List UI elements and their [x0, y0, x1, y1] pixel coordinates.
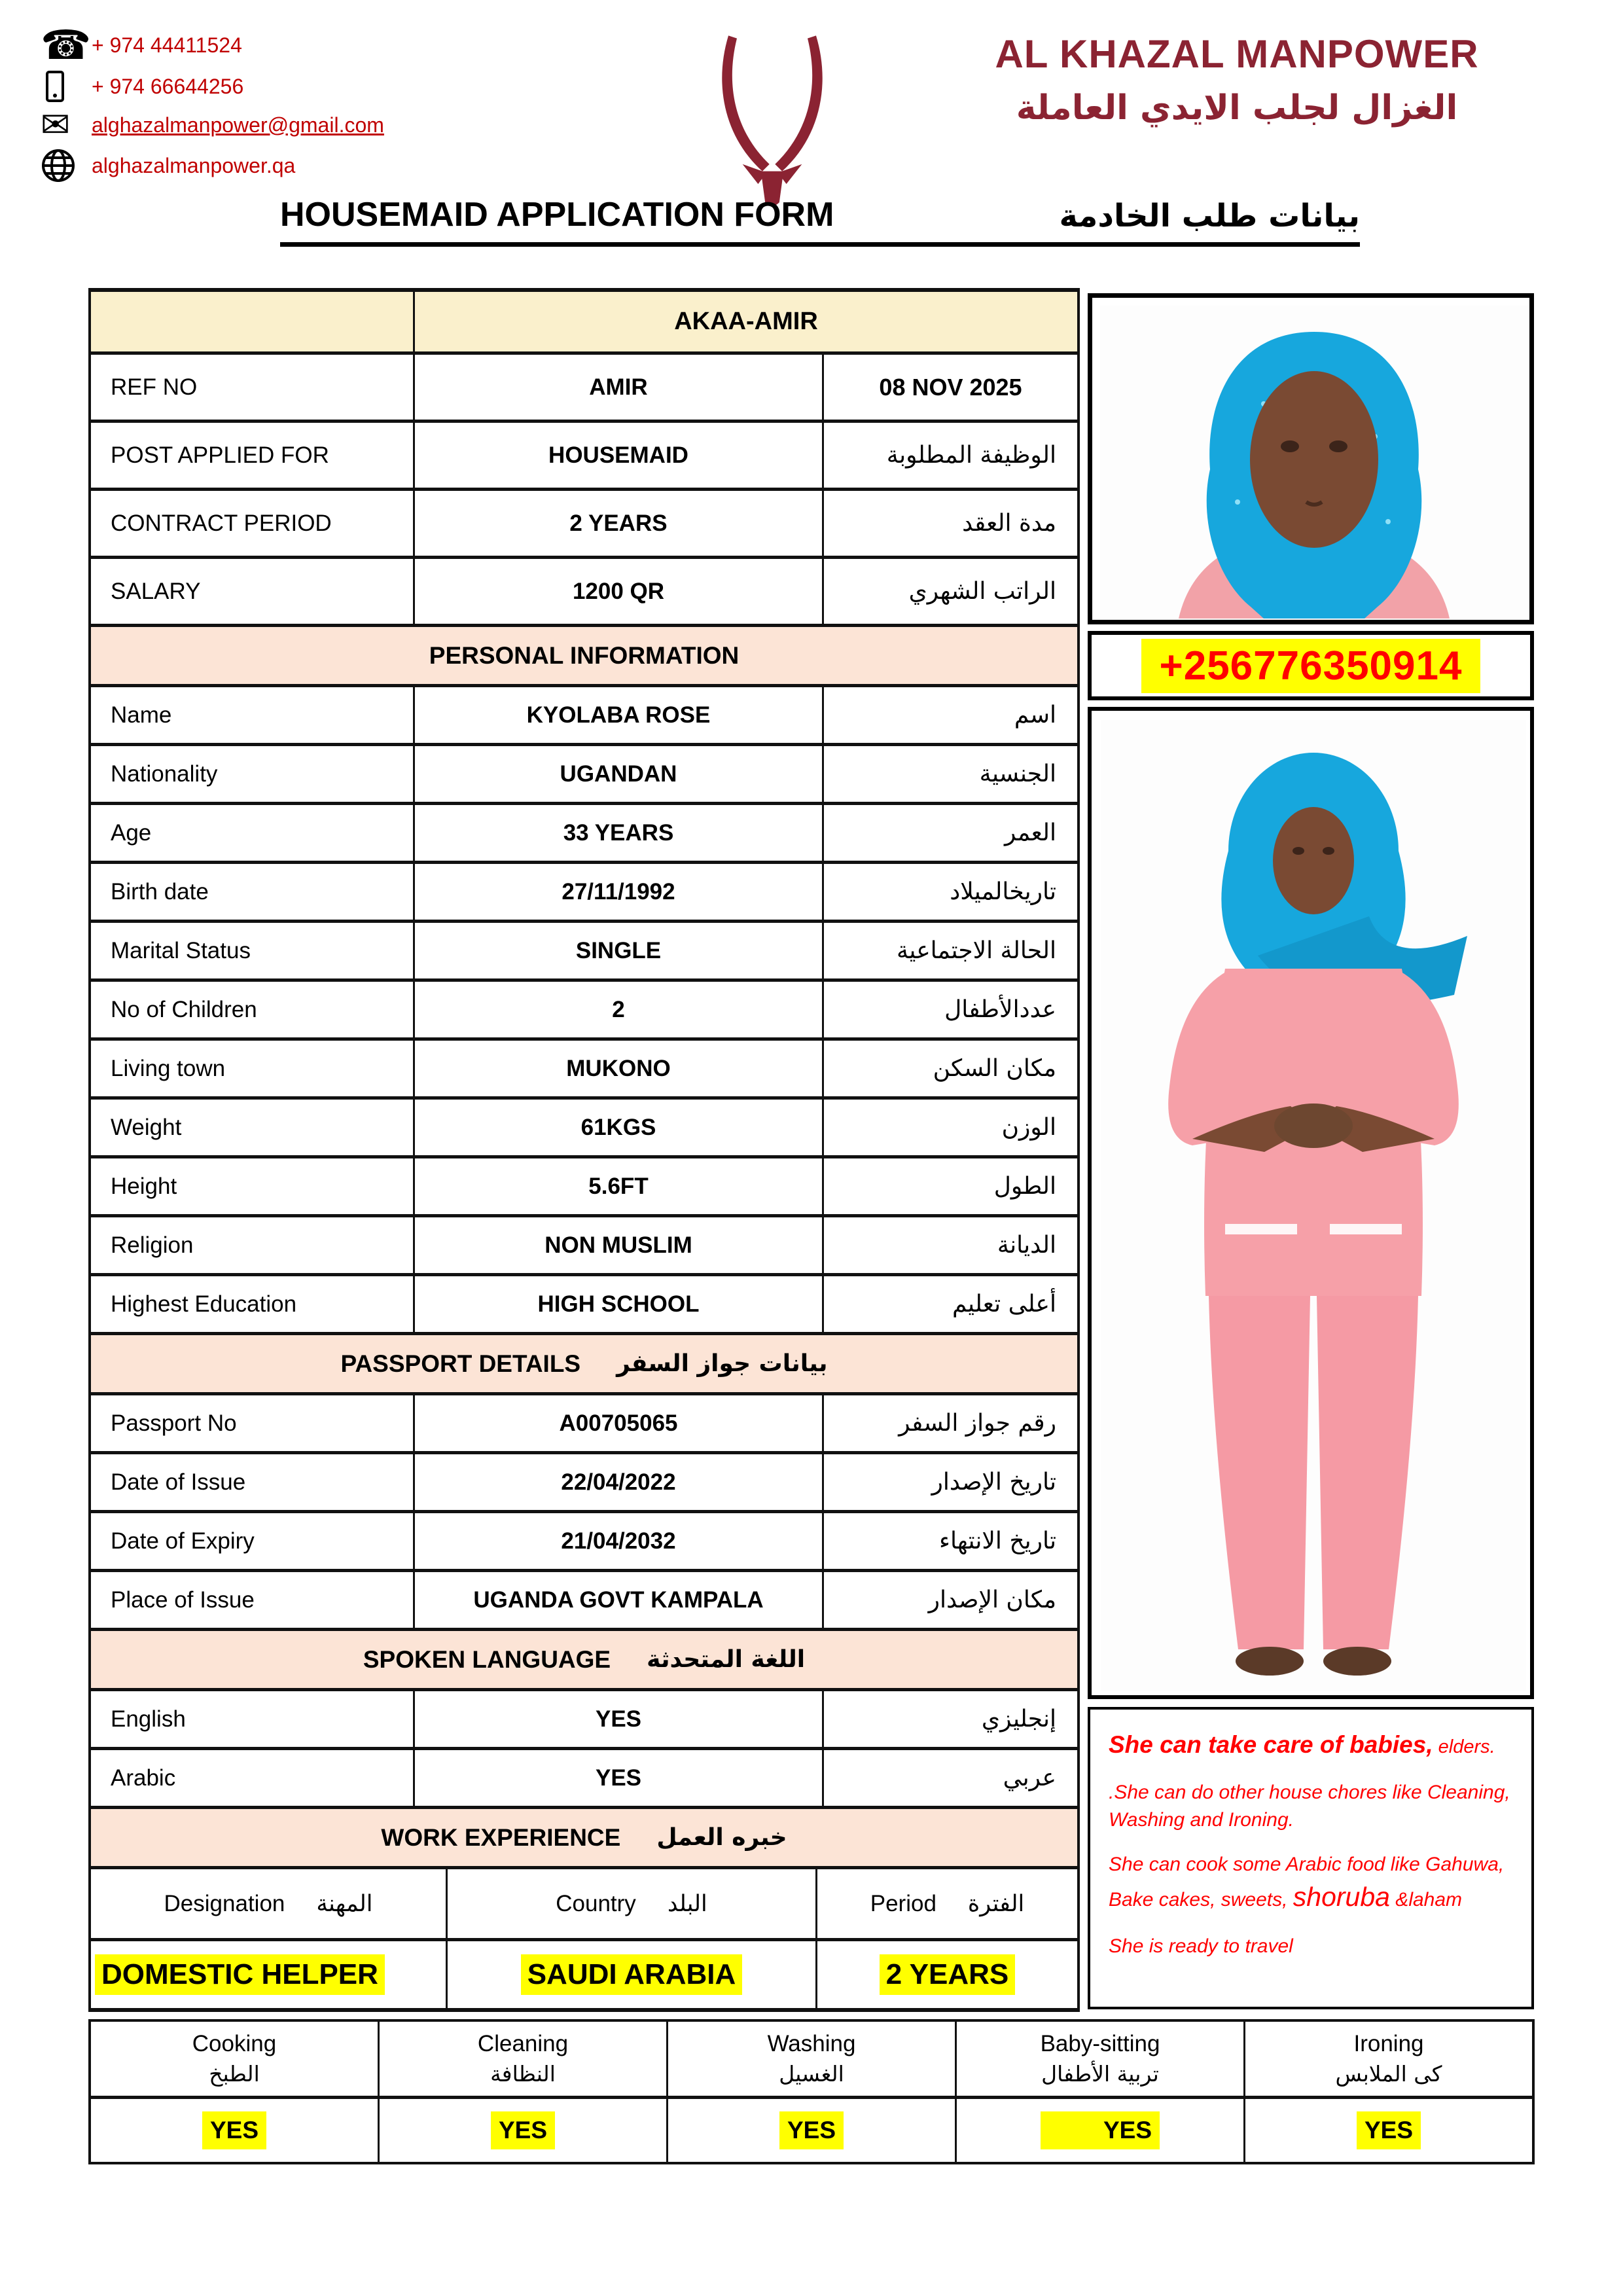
row-label-ar: الطول: [993, 1173, 1056, 1200]
row-label: Weight: [91, 1100, 415, 1155]
row-value: 33 YEARS: [415, 805, 824, 861]
skill-label-en: Cleaning: [477, 2031, 569, 2056]
work-header-en: Period: [870, 1890, 936, 1916]
row-label: REF NO: [91, 355, 415, 420]
row-value: SINGLE: [415, 923, 824, 978]
row-value: HOUSEMAID: [415, 423, 824, 488]
table-row-nationality: [91, 746, 1077, 805]
row-value: MUKONO: [415, 1041, 824, 1096]
row-label-ar: الحالة الاجتماعية: [897, 937, 1056, 964]
skill-label-en: Washing: [767, 2031, 856, 2056]
mobile-icon: [41, 71, 92, 102]
row-value: 61KGS: [415, 1100, 824, 1155]
table-row-marital-status: [91, 923, 1077, 982]
row-label: Religion: [91, 1217, 415, 1273]
row-value: NON MUSLIM: [415, 1217, 824, 1273]
table-row-passport-no: [91, 1395, 1077, 1454]
row-label: No of Children: [91, 982, 415, 1037]
table-row-birth-date: [91, 864, 1077, 923]
contact-phone-line: [41, 21, 499, 69]
work-header-ar: المهنة: [316, 1890, 373, 1917]
skill-label-en: Ironing: [1353, 2031, 1424, 2056]
skill-header-cleaning: [380, 2022, 668, 2096]
row-value: 21/04/2032: [415, 1513, 824, 1569]
skill-header-baby-sitting: [957, 2022, 1245, 2096]
work-header-country: [448, 1869, 817, 1938]
note-text: elders.: [1433, 1736, 1495, 1757]
row-value: AMIR: [415, 355, 824, 420]
row-label: Birth date: [91, 864, 415, 920]
work-header-period: [817, 1869, 1077, 1938]
row-label-ar: تاريخ الانتهاء: [939, 1528, 1056, 1554]
row-label: Marital Status: [91, 923, 415, 978]
row-label: POST APPLIED FOR: [91, 423, 415, 488]
note-line-4: She is ready to travel: [1109, 1935, 1293, 1958]
table-row-children: [91, 982, 1077, 1041]
row-label-ar: عربي: [1003, 1765, 1056, 1791]
skill-value-ironing: [1245, 2099, 1532, 2162]
form-title: [280, 195, 1360, 247]
skills-table: [88, 2019, 1535, 2164]
note-text: shoruba: [1293, 1881, 1390, 1912]
table-row-height: [91, 1158, 1077, 1217]
contact-email: alghazalmanpower@gmail.com: [92, 113, 384, 137]
skill-value-baby-sitting: [957, 2099, 1245, 2162]
table-row-education: [91, 1276, 1077, 1335]
table-row-date-of-issue: [91, 1454, 1077, 1513]
form-title-ar: بيانات طلب الخادمة: [1059, 198, 1360, 234]
work-header-en: Designation: [164, 1890, 285, 1916]
work-value-period-cell: [817, 1941, 1077, 2008]
contact-website: alghazalmanpower.qa: [92, 153, 296, 177]
note-line-3: [1109, 1851, 1525, 1916]
row-label: Nationality: [91, 746, 415, 802]
skill-value-cleaning: [380, 2099, 668, 2162]
row-value: KYOLABA ROSE: [415, 687, 824, 743]
contact-website-line: [41, 148, 499, 183]
notes-box: [1088, 1707, 1534, 2009]
row-value: 22/04/2022: [415, 1454, 824, 1510]
candidate-phone-number: +256776350914: [1141, 639, 1481, 693]
row-label: Age: [91, 805, 415, 861]
work-value-designation: DOMESTIC HELPER: [95, 1954, 385, 1995]
full-body-photo: [1088, 707, 1534, 1699]
row-label-ar: إنجليزي: [981, 1706, 1056, 1732]
row-value: 5.6FT: [415, 1158, 824, 1214]
section-title-ar: بيانات جواز السفر: [616, 1350, 828, 1377]
section-title-ar: اللغة المتحدثة: [647, 1646, 806, 1673]
table-row-date-of-expiry: [91, 1513, 1077, 1572]
row-value: 2 YEARS: [415, 491, 824, 556]
row-label-ar: عددالأطفال: [944, 996, 1056, 1023]
form-title-en: HOUSEMAID APPLICATION FORM: [280, 196, 834, 234]
row-label: CONTRACT PERIOD: [91, 491, 415, 556]
contact-email-line: [41, 104, 499, 145]
skill-header-cooking: [91, 2022, 380, 2096]
row-label: SALARY: [91, 559, 415, 624]
section-work-experience: [91, 1809, 1077, 1869]
work-header-designation: [91, 1869, 448, 1938]
section-title-ar: خبره العمل: [656, 1824, 787, 1851]
section-title-en: WORK EXPERIENCE: [381, 1823, 621, 1851]
globe-icon: [41, 148, 92, 183]
row-label-ar: تاريخ الإصدار: [931, 1469, 1056, 1496]
skill-value-cooking: [91, 2099, 380, 2162]
company-name-en: AL KHAZAL MANPOWER: [995, 32, 1479, 76]
company-name-ar: الغزال لجلب الايدي العاملة: [1016, 88, 1458, 128]
table-row-header-code: [91, 292, 1077, 355]
skill-yes: YES: [779, 2111, 844, 2149]
note-line-1: [1109, 1728, 1525, 1762]
row-label: Date of Expiry: [91, 1513, 415, 1569]
row-value: 2: [415, 982, 824, 1037]
row-label: Living town: [91, 1041, 415, 1096]
contact-number-box: [1088, 631, 1534, 700]
row-label-ar: اسم: [1014, 702, 1056, 728]
row-label-ar: العمر: [1004, 819, 1056, 846]
table-row-english: [91, 1691, 1077, 1750]
skill-yes: YES: [491, 2111, 555, 2149]
table-row-age: [91, 805, 1077, 864]
note-text: She can cook some Arabic food like Gahuwa, Bake cakes, sweets,: [1109, 1853, 1505, 1910]
email-icon: ✉: [41, 104, 71, 145]
row-label-ar: الراتب الشهري: [908, 578, 1056, 605]
section-title-en: PASSPORT DETAILS: [340, 1350, 581, 1377]
row-label: Height: [91, 1158, 415, 1214]
table-row-name: [91, 687, 1077, 746]
work-value-designation-cell: [91, 1941, 448, 2008]
work-value-country-cell: [448, 1941, 817, 2008]
row-label-ar: تاريخالميلاد: [950, 878, 1056, 905]
skill-label-ar: الغسيل: [779, 2061, 844, 2087]
row-label: English: [91, 1691, 415, 1747]
row-label-ar: مكان السكن: [933, 1055, 1056, 1082]
header-code-empty-cell: [91, 292, 415, 351]
row-value: YES: [415, 1750, 824, 1806]
work-value-period: 2 YEARS: [880, 1954, 1016, 1995]
row-label: Highest Education: [91, 1276, 415, 1332]
section-title-en: PERSONAL INFORMATION: [429, 641, 740, 669]
row-date: 08 NOV 2025: [879, 373, 1022, 401]
contact-mobile-line: [41, 71, 499, 102]
table-row-post-applied: [91, 423, 1077, 491]
header-code-value: AKAA-AMIR: [674, 308, 818, 335]
row-label: Place of Issue: [91, 1572, 415, 1628]
row-label: Date of Issue: [91, 1454, 415, 1510]
table-row-salary: [91, 559, 1077, 627]
skill-header-washing: [668, 2022, 957, 2096]
work-header-ar: الفترة: [967, 1890, 1025, 1917]
row-label-ar: مدة العقد: [962, 510, 1056, 537]
work-experience-value-row: [91, 1941, 1077, 2008]
row-value: 1200 QR: [415, 559, 824, 624]
skill-yes: YES: [1357, 2111, 1421, 2149]
note-text: She can take care of babies,: [1109, 1731, 1433, 1758]
skill-label-ar: كى الملابس: [1335, 2061, 1442, 2087]
row-label-ar: الجنسية: [979, 761, 1056, 787]
section-title-en: SPOKEN LANGUAGE: [363, 1645, 611, 1673]
row-label: Name: [91, 687, 415, 743]
row-label-ar: الديانة: [997, 1232, 1056, 1259]
skill-yes: YES: [1041, 2111, 1160, 2149]
row-value: UGANDA GOVT KAMPALA: [415, 1572, 824, 1628]
contact-mobile: + 974 66644256: [92, 74, 244, 98]
note-line-2: .She can do other house chores like Cleaning, Washing and Ironing.: [1109, 1781, 1510, 1831]
table-row-weight: [91, 1100, 1077, 1158]
table-row-ref-no: [91, 355, 1077, 423]
section-personal-information: [91, 627, 1077, 687]
contact-block: [41, 21, 499, 188]
row-label-ar: الوزن: [1001, 1114, 1056, 1141]
note-text: &laham: [1389, 1888, 1463, 1910]
table-row-religion: [91, 1217, 1077, 1276]
skill-label-en: Cooking: [192, 2031, 277, 2056]
work-header-en: Country: [556, 1890, 636, 1916]
skill-label-en: Baby-sitting: [1040, 2031, 1160, 2056]
work-header-ar: البلد: [667, 1890, 707, 1917]
skills-header-row: [91, 2022, 1532, 2099]
table-row-living-town: [91, 1041, 1077, 1100]
gazelle-logo: [687, 33, 857, 209]
skill-header-ironing: [1245, 2022, 1532, 2096]
work-value-country: SAUDI ARABIA: [521, 1954, 743, 1995]
company-block: [969, 31, 1505, 128]
row-label-ar: الوظيفة المطلوبة: [886, 442, 1056, 469]
skill-value-washing: [668, 2099, 957, 2162]
row-value: YES: [415, 1691, 824, 1747]
table-row-contract-period: [91, 491, 1077, 559]
table-row-place-of-issue: [91, 1572, 1077, 1631]
row-label: Passport No: [91, 1395, 415, 1451]
work-experience-header-row: [91, 1869, 1077, 1941]
skill-label-ar: الطبخ: [209, 2061, 260, 2087]
row-value: HIGH SCHOOL: [415, 1276, 824, 1332]
row-label-ar: رقم جواز السفر: [899, 1410, 1056, 1437]
section-passport-details: [91, 1335, 1077, 1395]
skill-yes: YES: [202, 2111, 266, 2149]
main-table: [88, 288, 1080, 2012]
row-value: UGANDAN: [415, 746, 824, 802]
portrait-photo: [1088, 293, 1534, 624]
row-label-ar: أعلى تعليم: [952, 1291, 1056, 1318]
table-row-arabic: [91, 1750, 1077, 1809]
contact-phone: + 974 44411524: [92, 33, 242, 57]
row-value: A00705065: [415, 1395, 824, 1451]
row-value: 27/11/1992: [415, 864, 824, 920]
skill-label-ar: النظافة: [490, 2061, 556, 2087]
row-label: Arabic: [91, 1750, 415, 1806]
section-spoken-language: [91, 1631, 1077, 1691]
phone-icon: ☎: [41, 21, 92, 69]
skill-label-ar: تربية الأطفال: [1041, 2061, 1159, 2087]
row-label-ar: مكان الإصدار: [928, 1587, 1056, 1613]
skills-value-row: [91, 2099, 1532, 2162]
